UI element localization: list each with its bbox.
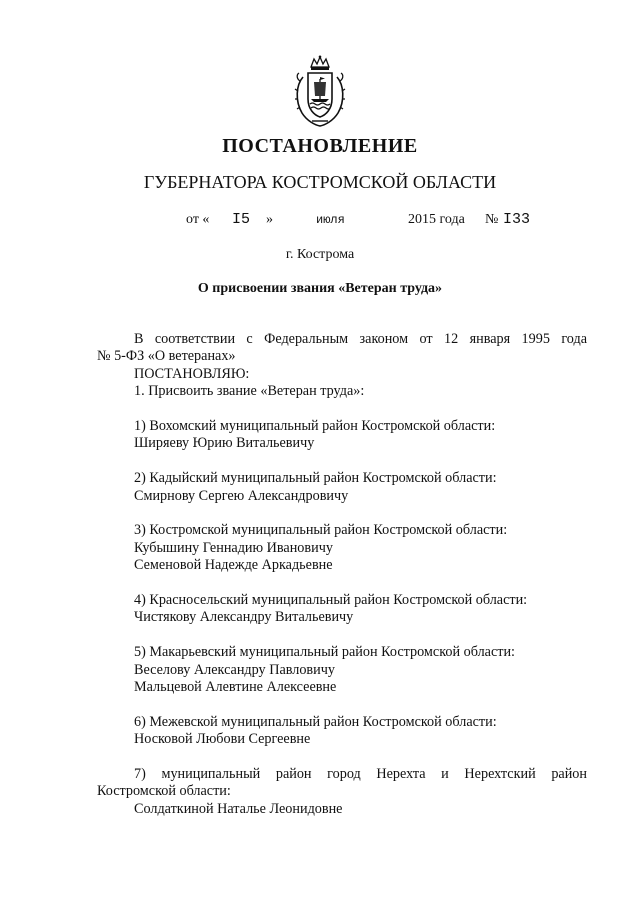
person-name: Кубышину Геннадию Ивановичу xyxy=(134,539,333,556)
item-1: 1. Присвоить звание «Ветеран труда»: xyxy=(134,383,365,400)
date-day: I5 xyxy=(232,211,251,228)
district-6: 6) Межевской муниципальный район Костромской области: xyxy=(134,713,497,730)
preamble-line-1: В соответствии с Федеральным законом от 12 января 1995 года xyxy=(134,331,587,347)
city: г. Кострома xyxy=(285,247,355,262)
date-line xyxy=(0,212,640,232)
person-name: Мальцевой Алевтине Алексеевне xyxy=(134,679,337,696)
decree-word: ПОСТАНОВЛЯЮ: xyxy=(134,365,250,382)
district-7-line-1: 7) муниципальный район город Нерехта и Нерехтский район xyxy=(134,766,587,783)
document-body xyxy=(97,331,587,818)
document-number: I33 xyxy=(503,211,531,228)
district-5: 5) Макарьевский муниципальный район Костромской области: xyxy=(134,644,515,661)
document-subtitle: ГУБЕРНАТОРА КОСТРОМСКОЙ ОБЛАСТИ xyxy=(143,172,497,192)
date-day-close: » xyxy=(266,212,273,227)
coat-of-arms-icon xyxy=(294,55,346,127)
district-4: 4) Красносельский муниципальный район Костромской области: xyxy=(134,592,528,609)
person-name: Веселову Александру Павловичу xyxy=(134,661,335,678)
district-7-line-2: Костромской области: xyxy=(97,783,231,800)
date-month: июля xyxy=(316,213,345,227)
person-name: Смирнову Сергею Александровичу xyxy=(134,487,349,504)
person-name: Носковой Любови Сергеевне xyxy=(134,731,311,748)
person-name: Ширяеву Юрию Витальевичу xyxy=(134,435,315,452)
date-prefix: от « xyxy=(186,212,210,227)
person-name: Чистякову Александру Витальевичу xyxy=(134,609,354,626)
document-heading: О присвоении звания «Ветеран труда» xyxy=(197,281,443,296)
person-name: Солдаткиной Наталье Леонидовне xyxy=(134,800,343,817)
district-2: 2) Кадыйский муниципальный район Костромской области: xyxy=(134,470,497,487)
number-sign: № xyxy=(485,212,499,227)
district-1: 1) Вохомский муниципальный район Костромской области: xyxy=(134,418,496,435)
person-name: Семеновой Надежде Аркадьевне xyxy=(134,557,333,574)
preamble-line-2: № 5-ФЗ «О ветеранах» xyxy=(97,348,236,365)
document-title: ПОСТАНОВЛЕНИЕ xyxy=(222,135,418,157)
district-3: 3) Костромской муниципальный район Костромской области: xyxy=(134,522,508,539)
date-year: 2015 года xyxy=(408,212,465,227)
